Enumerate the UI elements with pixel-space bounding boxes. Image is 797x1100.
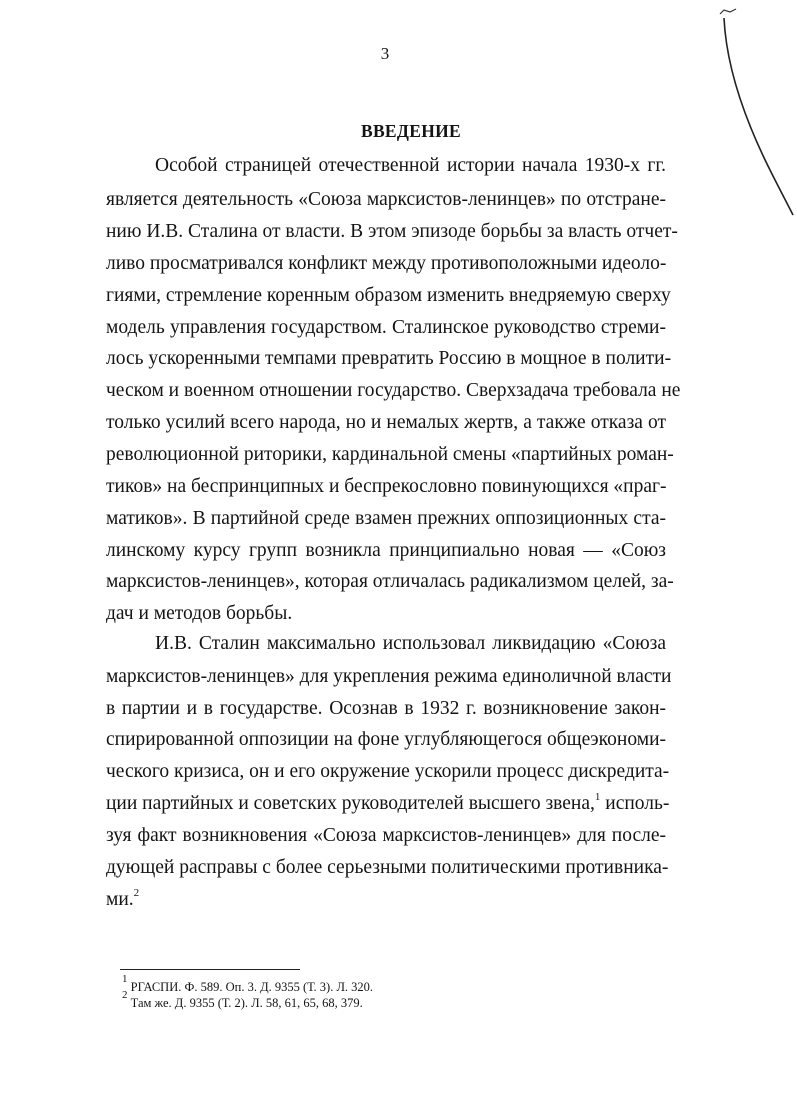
footnote-1 — [122, 973, 374, 995]
text-line: линскому курсу групп возникла принципиально новая — «Союз — [106, 540, 666, 561]
text-line: марксистов-ленинцев» для укрепления режима единоличной власти — [106, 666, 672, 687]
section-heading: ВВЕДЕНИЕ — [360, 121, 462, 141]
text-line: Особой страницей отечественной истории начала 1930-х гг. — [155, 155, 666, 176]
footnote-2 — [122, 989, 363, 1011]
text-line: марксистов-ленинцев», которая отличалась радикализмом целей, за- — [106, 571, 674, 592]
text-line: матиков». В партийной среде взамен прежних оппозиционных ста- — [106, 508, 666, 529]
text-line-with-footnote-ref — [106, 887, 666, 912]
text-line: зуя факт возникновения «Союза марксистов-ленинцев» для после- — [106, 825, 666, 846]
text-line: только усилий всего народа, но и немалых жертв, а также отказа от — [106, 412, 666, 433]
text-line: в партии и в государстве. Осознав в 1932 г. возникновение закон- — [106, 698, 666, 719]
text-segment: ции партийных и советских руководителей высшего звена, — [106, 793, 595, 814]
footnote-mark: 1 — [122, 973, 128, 985]
footnote-reference-1[interactable]: 1 — [594, 791, 601, 803]
text-line: нию И.В. Сталина от власти. В этом эпизоде борьбы за власть отчет- — [106, 221, 678, 242]
text-line: И.В. Сталин максимально использовал ликвидацию «Союза — [155, 633, 666, 654]
text-line: является деятельность «Союза марксистов-ленинцев» по отстране- — [106, 189, 666, 210]
text-line: лось ускоренными темпами превратить Россию в мощное в полити- — [106, 348, 672, 369]
footnote-separator — [120, 969, 300, 970]
text-line: дующей расправы с более серьезными политическими противника- — [106, 857, 669, 878]
text-line: ческого кризиса, он и его окружение ускорили процесс дискредита- — [106, 761, 670, 782]
text-line: спирированной оппозиции на фоне углубляющегося общеэкономи- — [106, 729, 666, 750]
text-segment: ми. — [106, 889, 134, 910]
footnote-reference-2[interactable]: 2 — [133, 887, 140, 899]
text-line-with-footnote-ref — [106, 791, 670, 816]
text-line: ливо просматривался конфликт между противоположными идеоло- — [106, 253, 667, 274]
footnote-text: Там же. Д. 9355 (Т. 2). Л. 58, 61, 65, 68, 379. — [127, 996, 363, 1010]
footnote-mark: 2 — [122, 989, 128, 1001]
footnote-text: РГАСПИ. Ф. 589. Оп. 3. Д. 9355 (Т. 3). Л. 320. — [127, 980, 374, 994]
text-segment: исполь- — [600, 793, 670, 814]
text-line: гиями, стремление коренным образом изменить внедряемую сверху — [106, 285, 671, 306]
text-line: революционной риторики, кардинальной смены «партийных роман- — [106, 444, 674, 465]
text-line: ческом и военном отношении государство. Сверхзадача требовала не — [106, 380, 681, 401]
text-line: тиков» на беспринципных и беспрекословно повинующихся «праг- — [106, 476, 667, 497]
text-line: дач и методов борьбы. — [106, 603, 293, 624]
page-number: 3 — [380, 44, 390, 63]
scan-artifact-line — [700, 0, 797, 220]
text-line: модель управления государством. Сталинское руководство стреми- — [106, 317, 666, 338]
